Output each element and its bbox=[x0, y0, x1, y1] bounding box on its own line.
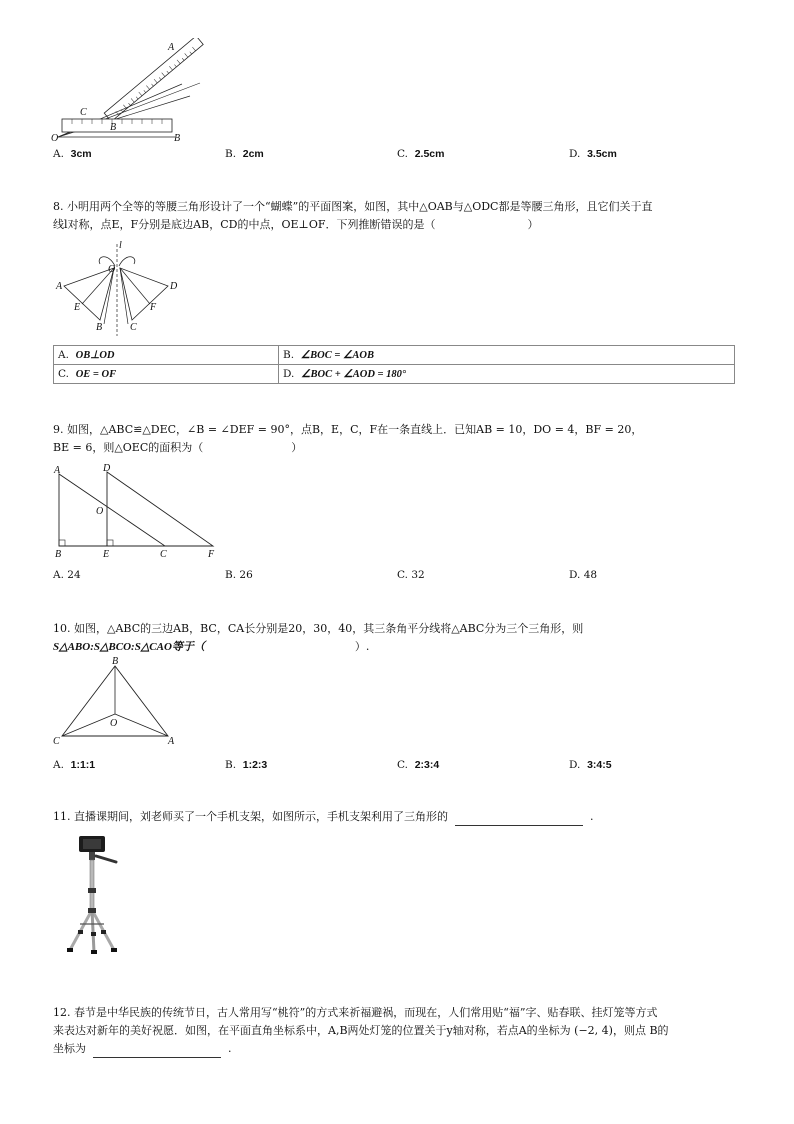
q8-stem-line2: 线l对称，点E，F分别是底边AB，CD的中点，OE⊥OF．下列推断错误的是（ ） bbox=[53, 218, 539, 231]
q8-label-d: D bbox=[170, 281, 178, 292]
q12-stem-line1: 12. 春节是中华民族的传统节日，古人常用写“桃符”的方式来祈福避祸，而现在，人们常用贴“福”字、贴春联、挂灯笼等方式 bbox=[53, 1006, 658, 1019]
q9-option-d[interactable]: D. 48 bbox=[569, 569, 598, 581]
q8-figure bbox=[52, 238, 182, 338]
q9-label-e: E bbox=[103, 549, 110, 560]
q7-label-a: A bbox=[168, 42, 175, 53]
q9-stem-line2: BE = 6，则△OEC的面积为（ ） bbox=[53, 441, 303, 454]
q10-option-b[interactable]: B. 1:2:3 bbox=[225, 759, 268, 771]
q8-option-b[interactable]: B. ∠BOC = ∠AOB bbox=[279, 346, 735, 365]
q8-label-o: O bbox=[108, 264, 116, 275]
q10-figure bbox=[50, 654, 180, 748]
q10-label-c: C bbox=[53, 736, 60, 747]
q7-option-a[interactable]: A. 3cm bbox=[53, 148, 92, 160]
q7-option-d[interactable]: D. 3.5cm bbox=[569, 148, 617, 160]
q7-option-c[interactable]: C. 2.5cm bbox=[397, 148, 445, 160]
q7-inclined-ruler bbox=[104, 38, 203, 122]
q10-option-c[interactable]: C. 2:3:4 bbox=[397, 759, 440, 771]
q9-label-c: C bbox=[160, 549, 167, 560]
q8-label-b: B bbox=[96, 322, 103, 333]
q9-label-o: O bbox=[96, 506, 104, 517]
q9-label-f: F bbox=[208, 549, 215, 560]
q10-label-b: B bbox=[112, 656, 119, 667]
q10-stem-line2: S△ABO:S△BCO:S△CAO等于（ ）. bbox=[53, 640, 370, 653]
q8-label-c: C bbox=[130, 322, 137, 333]
q12-answer-blank[interactable] bbox=[93, 1045, 221, 1058]
q11-answer-blank[interactable] bbox=[455, 813, 583, 826]
q9-triangle-abc bbox=[59, 474, 165, 546]
q9-label-a: A bbox=[54, 465, 61, 476]
q8-option-a[interactable]: A. OB⊥OD bbox=[54, 346, 279, 365]
q7-label-c: C bbox=[80, 107, 87, 118]
q12-stem-line2: 来表达对新年的美好祝愿．如图，在平面直角坐标系中，A,B两处灯笼的位置关于y轴对称，若点A的坐标为 (−2, 4)，则点 B的 bbox=[53, 1024, 669, 1037]
q7-figure bbox=[50, 38, 210, 144]
q8-label-l: l bbox=[119, 240, 122, 251]
q7-label-o: O bbox=[51, 133, 59, 144]
q7-option-b[interactable]: B. 2cm bbox=[225, 148, 264, 160]
q8-options-table bbox=[53, 345, 735, 384]
q9-option-b[interactable]: B. 26 bbox=[225, 569, 253, 581]
q9-right-angle-b bbox=[59, 540, 65, 546]
q10-option-d[interactable]: D. 3:4:5 bbox=[569, 759, 612, 771]
q11-stem: 11. 直播课期间，刘老师买了一个手机支架，如图所示，手机支架利用了三角形的 . bbox=[53, 808, 594, 826]
q8-option-c[interactable]: C. OE = OF bbox=[54, 365, 279, 384]
q10-option-a[interactable]: A. 1:1:1 bbox=[53, 759, 96, 771]
q10-stem-line1: 10. 如图，△ABC的三边AB，BC，CA长分别是20，30，40，其三条角平分线将△ABC分为三个三角形，则 bbox=[53, 622, 584, 635]
q9-triangle-def bbox=[107, 472, 213, 546]
q8-option-d[interactable]: D. ∠BOC + ∠AOD = 180° bbox=[279, 365, 735, 384]
q9-label-b: B bbox=[55, 549, 62, 560]
q7-label-b-mid: B bbox=[110, 122, 117, 133]
q8-label-e: E bbox=[74, 302, 81, 313]
q9-option-c[interactable]: C. 32 bbox=[397, 569, 425, 581]
q10-label-o: O bbox=[110, 718, 118, 729]
q8-label-f: F bbox=[150, 302, 157, 313]
q10-label-a: A bbox=[168, 736, 175, 747]
q12-stem-line3: 坐标为 . bbox=[53, 1040, 232, 1058]
q8-triangle-odc bbox=[120, 268, 168, 320]
q7-label-b: B bbox=[174, 133, 181, 144]
q8-stem-line1: 8. 小明用两个全等的等腰三角形设计了一个“蝴蝶”的平面图案，如图，其中△OAB与△ODC都是等腰三角形，且它们关于直 bbox=[53, 200, 653, 213]
q8-triangle-oab bbox=[64, 268, 114, 320]
q7-horizontal-ruler bbox=[62, 119, 172, 132]
q9-figure bbox=[50, 460, 225, 560]
q11-tripod-image bbox=[62, 832, 124, 954]
q9-label-d: D bbox=[103, 463, 111, 474]
q8-antenna-right bbox=[119, 257, 135, 266]
q9-stem-line1: 9. 如图，△ABC≌△DEC，∠B = ∠DEF = 90°，点B，E，C，F在一条直线上．已知AB = 10，DO = 4，BF = 20， bbox=[53, 423, 643, 436]
q9-right-angle-e bbox=[107, 540, 113, 546]
q8-label-a: A bbox=[56, 281, 63, 292]
q9-option-a[interactable]: A. 24 bbox=[53, 569, 81, 581]
